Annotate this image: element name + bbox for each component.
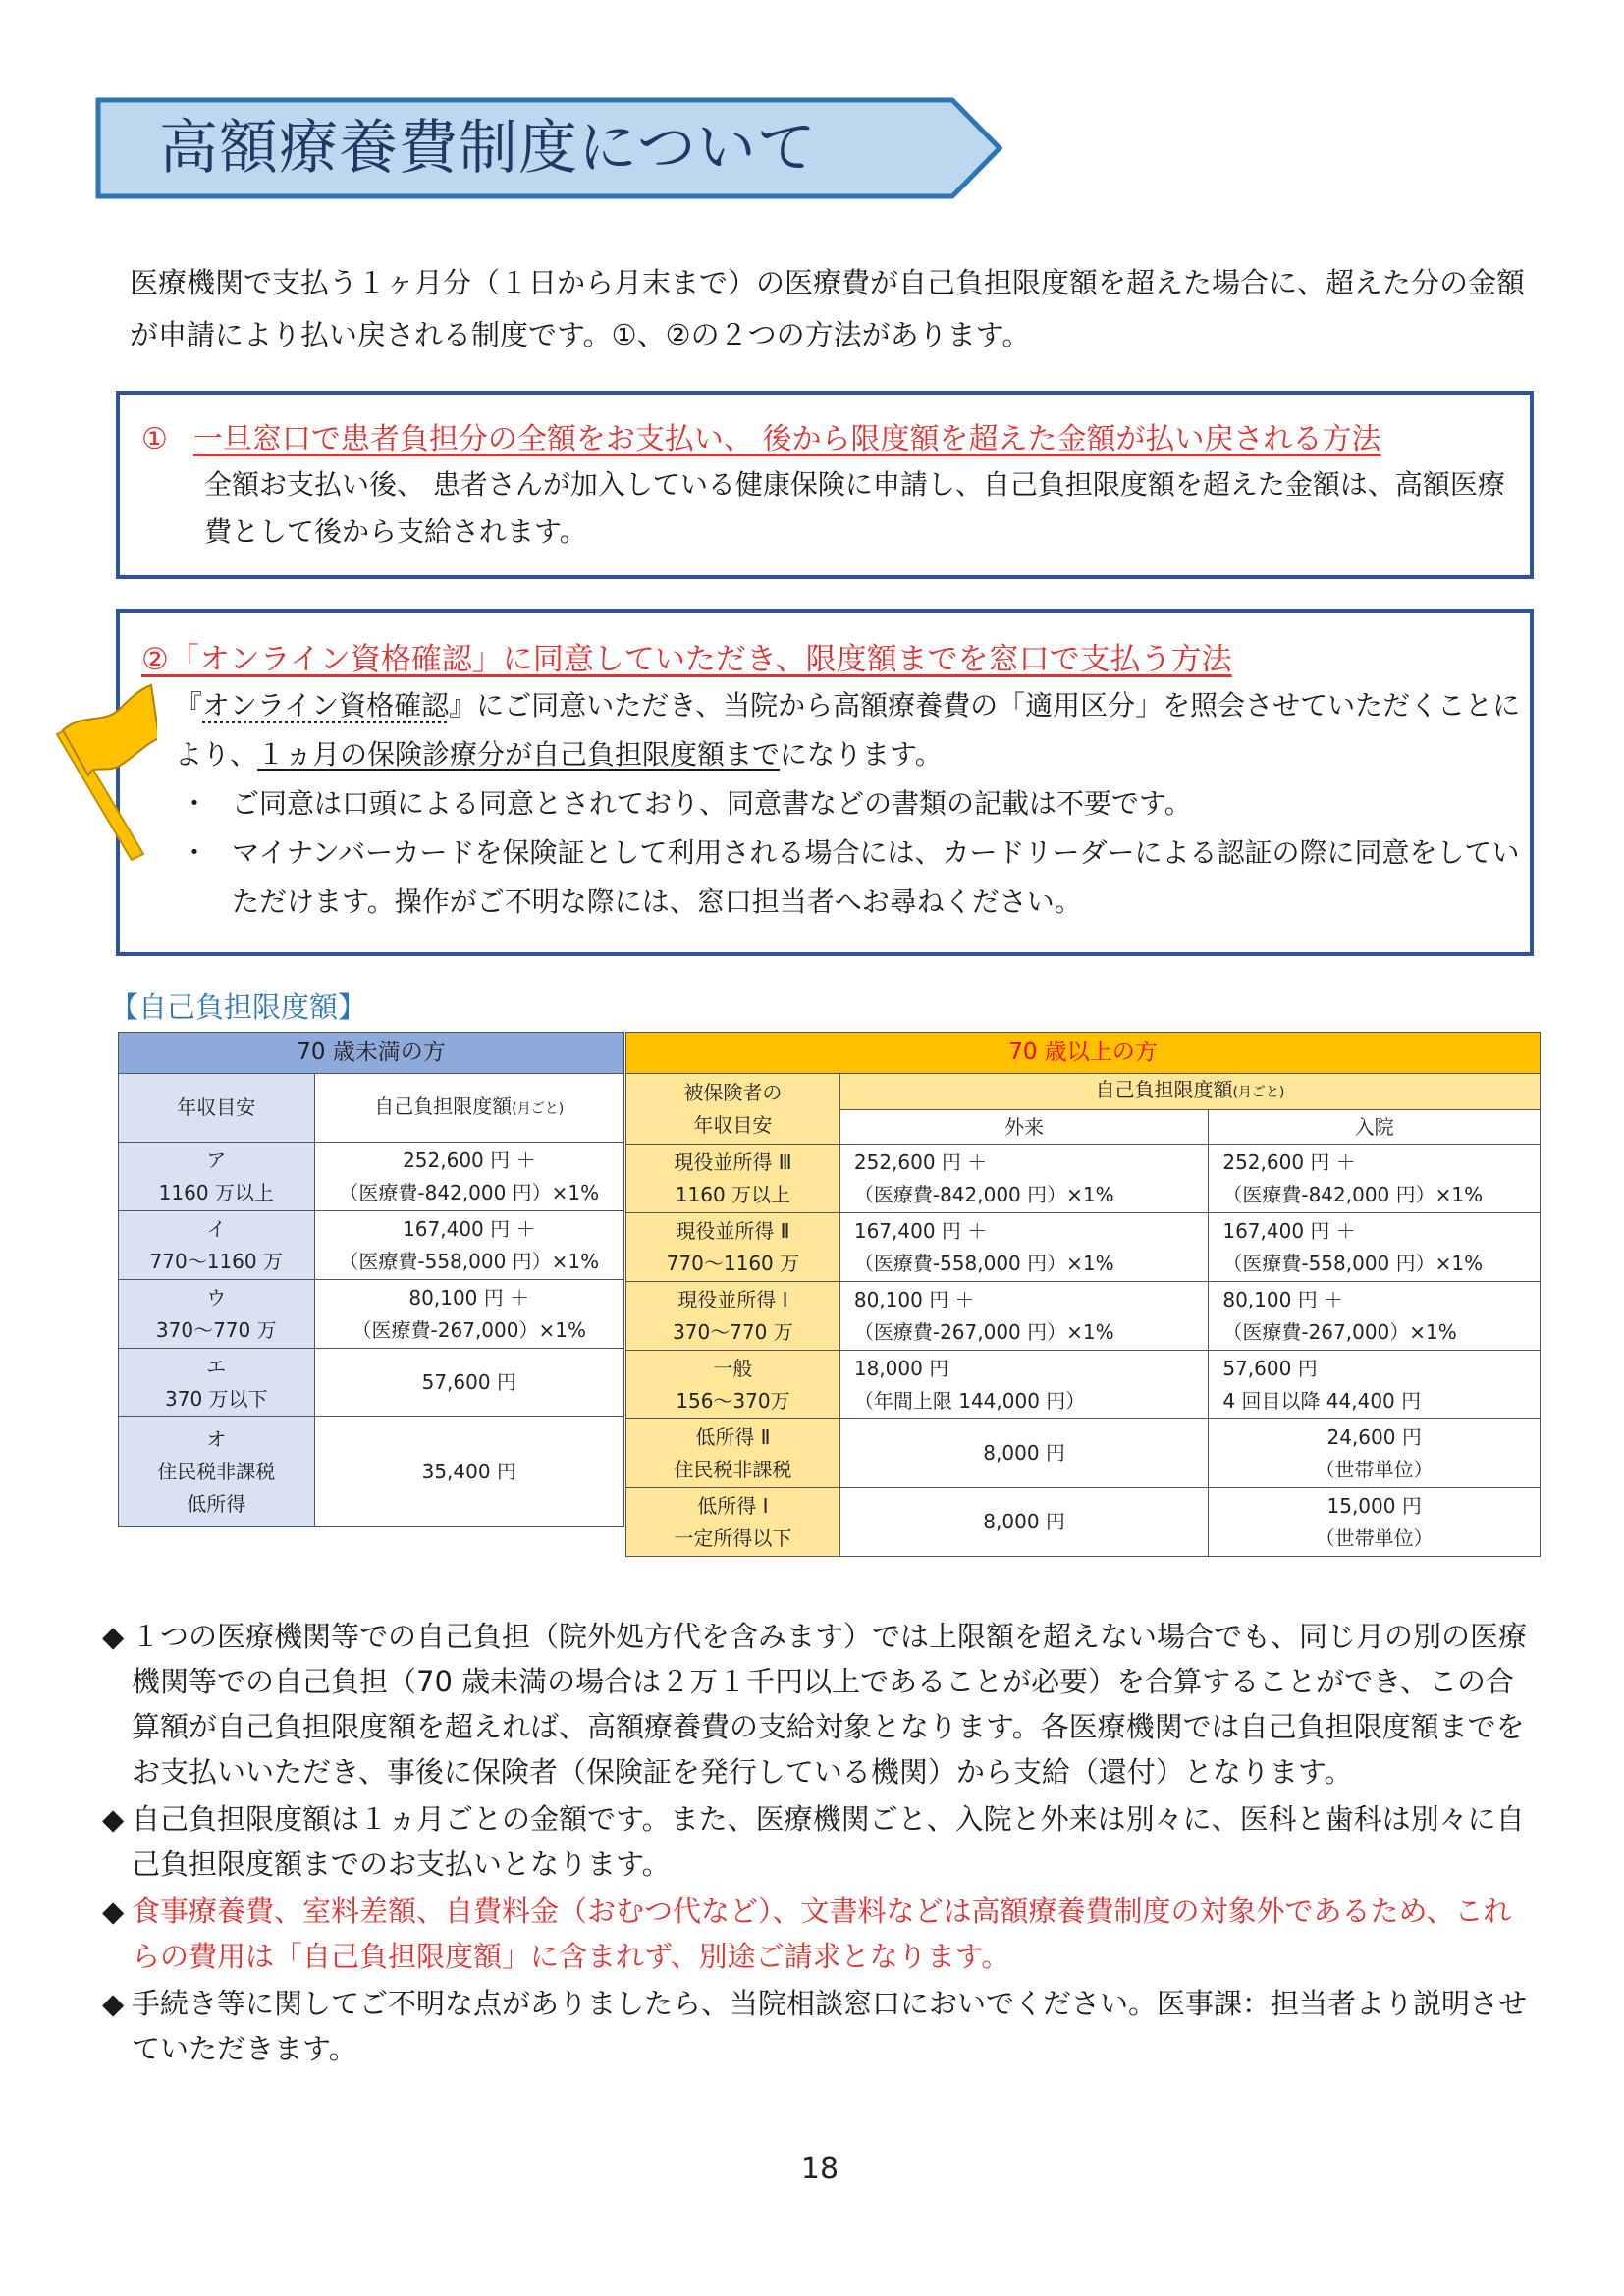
income-cell [626, 1145, 840, 1213]
income-label: 低所得 [187, 1492, 246, 1516]
limit-cell: 35,400 円 [314, 1417, 623, 1527]
table-row [626, 1419, 1541, 1488]
intro-paragraph: 医療機関で支払う１ヶ月分（１日から月末まで）の医療費が自己負担限度額を超えた場合に、超えた分の金額が申請により払い戻される制度です。①、②の２つの方法があります。 [130, 266, 1526, 351]
note-item [102, 1796, 1536, 1887]
method2-body [175, 681, 1522, 927]
limit-line: （世帯単位） [1315, 1457, 1434, 1481]
over70-col-outpatient: 外来 [839, 1110, 1209, 1145]
under70-header: 70 歳未満の方 [119, 1033, 624, 1074]
income-label: 低所得 Ⅰ [697, 1493, 769, 1518]
limit-line: 80,100 円 ＋ [408, 1285, 530, 1309]
col-label: 自己負担限度額 [374, 1094, 513, 1118]
col-label: 被保険者の [683, 1080, 783, 1104]
income-label: 370 万以下 [165, 1386, 268, 1411]
col-label: 自己負担限度額 [1095, 1078, 1233, 1101]
income-label: 一定所得以下 [674, 1525, 792, 1550]
limit-line: 252,600 円 ＋ [853, 1149, 988, 1174]
method1-box [116, 391, 1534, 579]
method1-body: 全額お支払い後、 患者さんが加入している健康保険に申請し、自己負担限度額を超えた金額は、高額医療費として後から支給されます。 [204, 468, 1505, 548]
income-cell [119, 1417, 315, 1527]
limit-line: 167,400 円 ＋ [853, 1218, 988, 1243]
income-cell [626, 1282, 840, 1351]
income-cell [119, 1349, 315, 1417]
page-number: 18 [800, 2152, 839, 2186]
limit-line: 18,000 円 [853, 1356, 949, 1380]
limit-line: 80,100 円 ＋ [853, 1287, 975, 1311]
table-row [626, 1074, 1541, 1110]
income-label: 770～1160 万 [149, 1249, 283, 1273]
income-cell [626, 1488, 840, 1557]
table-row [626, 1213, 1541, 1282]
cat-label: ウ [206, 1285, 227, 1309]
limit-cell [314, 1143, 623, 1211]
method2-text-dotted: オンライン資格確認 [202, 689, 450, 721]
income-label: 現役並所得 Ⅰ [677, 1287, 788, 1311]
income-cell [119, 1143, 315, 1211]
cat-label: エ [206, 1354, 227, 1378]
table-row [119, 1143, 624, 1211]
inpatient-cell [1209, 1213, 1541, 1282]
income-label: 住民税非課税 [674, 1457, 792, 1481]
limit-line: 252,600 円 ＋ [1222, 1149, 1356, 1174]
income-label: 770～1160 万 [666, 1251, 800, 1275]
limit-line: 57,600 円 [1222, 1356, 1318, 1380]
table-row [626, 1145, 1541, 1213]
limit-line: 24,600 円 [1326, 1424, 1422, 1449]
title-banner [94, 96, 1003, 200]
flag-icon [49, 679, 157, 868]
income-label: 一般 [713, 1356, 753, 1380]
method2-text-underlined: １ヵ月の保険診療分が自己負担限度額まで [257, 738, 781, 771]
income-label: 1160 万以上 [158, 1180, 274, 1204]
income-label: 現役並所得 Ⅱ [676, 1218, 790, 1243]
income-label: 156～370万 [676, 1388, 790, 1413]
under70-col-limit [314, 1074, 623, 1143]
inpatient-cell [1209, 1419, 1541, 1488]
table-row [119, 1074, 624, 1143]
note-text: 食事療養費、室料差額、自費料金（おむつ代など）、文書料などは高額療養費制度の対象外であるため、これらの費用は「自己負担限度額」に含まれず、別途ご請求となります。 [132, 1895, 1512, 1973]
outpatient-cell: 8,000 円 [839, 1488, 1209, 1557]
method2-text-pre: 『 [175, 689, 203, 721]
limit-line: 252,600 円 ＋ [403, 1148, 536, 1172]
over70-col-income [626, 1074, 840, 1145]
table-row [626, 1351, 1541, 1419]
bullet-text: ご同意は口頭による同意とされており、同意書などの書類の記載は不要です。 [232, 787, 1192, 820]
income-cell [626, 1213, 840, 1282]
over70-header: 70 歳以上の方 [626, 1033, 1541, 1074]
over70-table [625, 1032, 1541, 1557]
inpatient-cell [1209, 1145, 1541, 1213]
income-label: 現役並所得 Ⅲ [674, 1149, 792, 1174]
col-note: (月ごと) [512, 1100, 565, 1117]
method2-box [116, 609, 1534, 956]
inpatient-cell [1209, 1282, 1541, 1351]
income-cell [626, 1419, 840, 1488]
note-text: 自己負担限度額は１ヵ月ごとの金額です。また、医療機関ごと、入院と外来は別々に、医科と歯科は別々に自己負担限度額までのお支払いとなります。 [132, 1802, 1525, 1881]
inpatient-cell [1209, 1351, 1541, 1419]
table-row [119, 1280, 624, 1349]
limit-line: 80,100 円 ＋ [1222, 1287, 1344, 1311]
limit-line: 15,000 円 [1326, 1493, 1422, 1518]
limit-line: 167,400 円 ＋ [1222, 1218, 1356, 1243]
over70-col-inpatient: 入院 [1209, 1110, 1541, 1145]
income-label: 1160 万以上 [675, 1182, 791, 1206]
table-title: 【自己負担限度額】 [110, 990, 367, 1024]
diamond-bullet: ◆ [102, 1620, 125, 1653]
outpatient-cell [839, 1145, 1209, 1213]
under70-table [118, 1032, 624, 1527]
limit-line: （医療費-267,000）×1% [1222, 1319, 1457, 1344]
outpatient-cell [839, 1213, 1209, 1282]
limit-line: （世帯単位） [1315, 1525, 1434, 1550]
bullet-text: マイナンバーカードを保険証として利用される場合には、カードリーダーによる認証の際に同意をしていただけます。操作がご不明な際には、窓口担当者へお尋ねください。 [232, 836, 1520, 918]
notes-list [102, 1614, 1536, 2073]
income-label: 370～770 万 [155, 1317, 277, 1342]
method2-text-mid: 』にご同意いただき、当院から高額療養費の「適用区分」を照会させていただくことにより、 [175, 689, 1521, 771]
limit-cell: 57,600 円 [314, 1349, 623, 1417]
limit-line: 167,400 円 ＋ [403, 1216, 536, 1241]
limit-cell [314, 1280, 623, 1349]
table-row [626, 1488, 1541, 1557]
diamond-bullet: ◆ [102, 1987, 125, 2020]
page-title: 高額療養費制度について [159, 114, 817, 183]
col-label: 年収目安 [693, 1112, 773, 1137]
income-cell [119, 1280, 315, 1349]
under70-col-income: 年収目安 [119, 1074, 315, 1143]
method2-bullet [175, 779, 1522, 828]
income-label: 低所得 Ⅱ [695, 1424, 771, 1449]
method1-number: ① [141, 422, 168, 456]
table-row [119, 1349, 624, 1417]
outpatient-cell: 8,000 円 [839, 1419, 1209, 1488]
method1-heading [141, 414, 1380, 457]
income-label: 住民税非課税 [157, 1460, 276, 1483]
table-row [119, 1211, 624, 1280]
table-row [626, 1282, 1541, 1351]
method1-heading-text: 一旦窓口で患者負担分の全額をお支払い、 後から限度額を超えた金額が払い戻される方法 [192, 422, 1381, 456]
limit-line: 4 回目以降 44,400 円 [1222, 1388, 1422, 1413]
table-row [626, 1033, 1541, 1074]
table-row [119, 1417, 624, 1527]
note-text: １つの医療機関等での自己負担（院外処方代を含みます）では上限額を超えない場合でも、同じ月の別の医療機関等での自己負担（70 歳未満の場合は２万１千円以上であることが必要）を合算することができ、この合算額が自己負担限度額を超えれば、高額療養費の支給対象となります。各医療機関では自己負担限度額までをお支払いいただき、事後に保険者（保険証を発行している機関）から支給（還付）となります。 [132, 1620, 1528, 1789]
cat-label: オ [206, 1427, 227, 1451]
note-item [102, 1889, 1536, 1979]
income-label: 370～770 万 [673, 1319, 793, 1344]
limit-cell [314, 1211, 623, 1280]
cat-label: イ [206, 1216, 227, 1241]
limit-line: （年間上限 144,000 円） [853, 1388, 1086, 1413]
limit-line: （医療費-558,000 円）×1% [853, 1251, 1114, 1275]
cat-label: ア [206, 1148, 227, 1172]
limit-line: （医療費-267,000 円）×1% [853, 1319, 1114, 1344]
limit-line: （医療費-842,000 円）×1% [339, 1180, 600, 1204]
limit-line: （医療費-842,000 円）×1% [1222, 1182, 1484, 1206]
diamond-bullet: ◆ [102, 1802, 125, 1836]
limit-line: （医療費-558,000 円）×1% [1222, 1251, 1484, 1275]
bullet-mark: ・ [181, 836, 209, 869]
note-item [102, 1981, 1536, 2071]
income-cell [626, 1351, 840, 1419]
inpatient-cell [1209, 1488, 1541, 1557]
limit-line: （医療費-558,000 円）×1% [339, 1249, 600, 1273]
method2-paragraph [175, 681, 1522, 779]
diamond-bullet: ◆ [102, 1895, 125, 1928]
method2-bullet [175, 828, 1522, 927]
outpatient-cell [839, 1282, 1209, 1351]
note-text: 手続き等に関してご不明な点がありましたら、当院相談窓口においでください。医事課：担当者より説明させていただきます。 [132, 1987, 1528, 2065]
col-note: (月ごと) [1232, 1085, 1285, 1100]
limit-line: （医療費-267,000）×1% [352, 1317, 586, 1342]
method2-text-post: になります。 [780, 738, 943, 771]
table-row [119, 1033, 624, 1074]
note-item [102, 1614, 1536, 1794]
bullet-mark: ・ [181, 787, 209, 820]
limit-line: （医療費-842,000 円）×1% [853, 1182, 1114, 1206]
outpatient-cell [839, 1351, 1209, 1419]
income-cell [119, 1211, 315, 1280]
method2-heading: ②「オンライン資格確認」に同意していただき、限度額までを窓口で支払う方法 [141, 642, 1232, 677]
over70-col-limit [839, 1074, 1540, 1110]
